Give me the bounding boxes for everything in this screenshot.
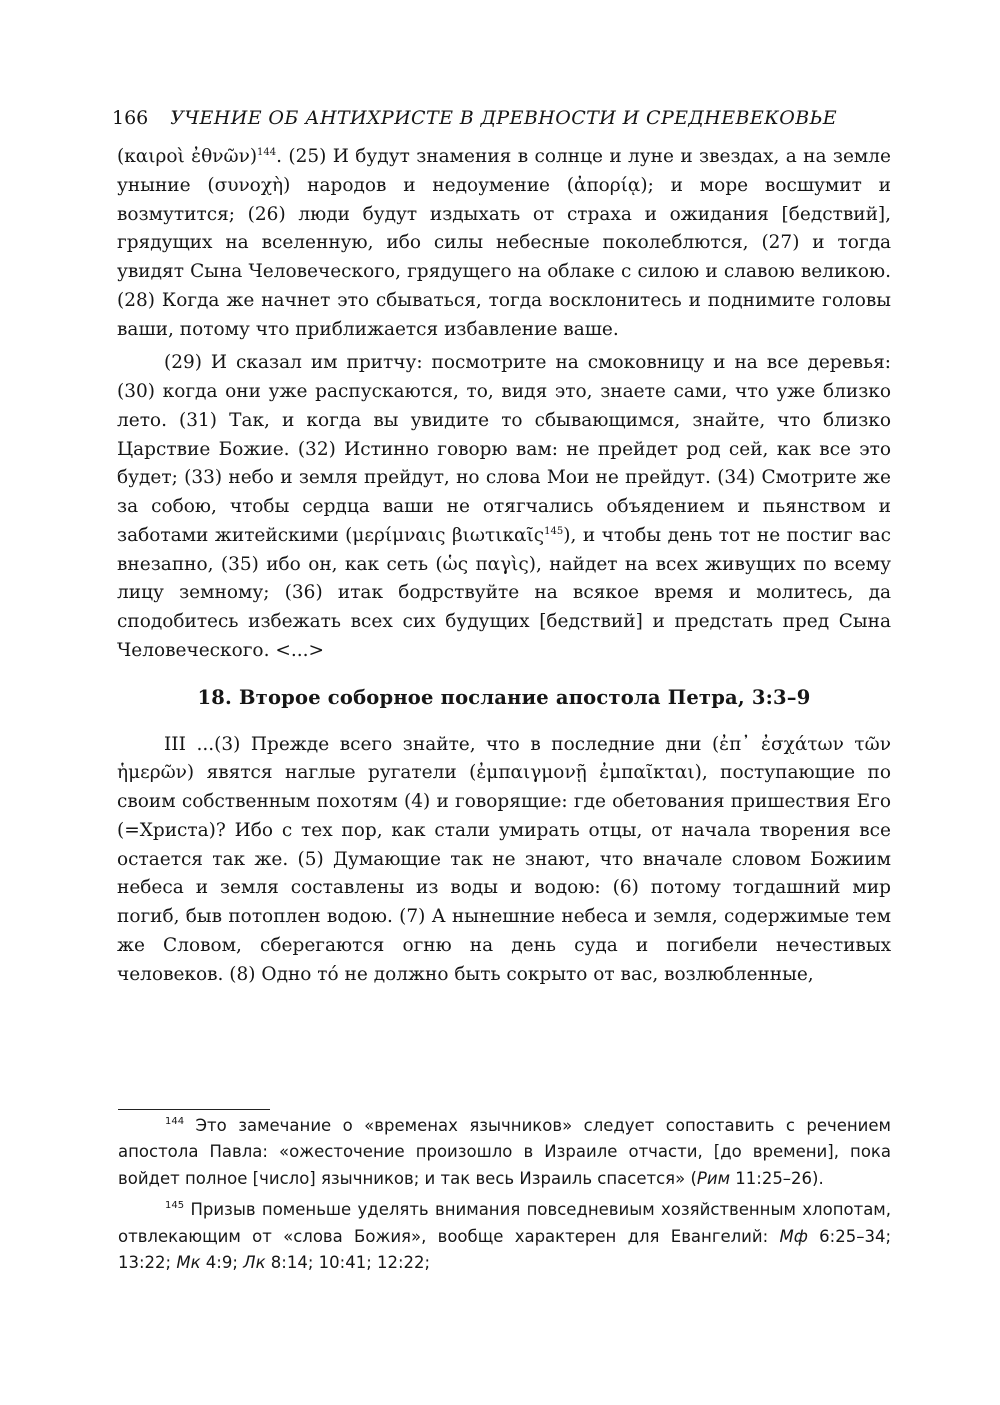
paragraph-continued <box>117 143 891 344</box>
footnote-number: 145 <box>165 1200 185 1212</box>
running-title: УЧЕНИЕ ОБ АНТИХРИСТЕ В ДРЕВНОСТИ И СРЕДНЕВЕКОВЬЕ <box>170 107 838 129</box>
footnote-text: 6:25–34; 13:22; <box>118 1226 891 1273</box>
paragraph-text: ), и чтобы день тот не постиг вас внезапно, (35) ибо он, как сеть (ὡς παγὶς), найдет на всех живущих по всему лицу земному; (36) итак бодрствуйте на всякое время и молитесь, да сподобитесь избежать всех сих будущих [бедствий] и предстать пред Сына Человеческого. <...> <box>117 524 891 661</box>
footnote-ref-144[interactable]: 144 <box>257 147 277 158</box>
footnote-text: 8:14; 10:41; 12:22; <box>265 1253 431 1273</box>
bible-ref: Мк <box>176 1253 201 1273</box>
footnote-separator <box>118 1109 270 1110</box>
footnote-144 <box>118 1113 891 1192</box>
running-header <box>112 103 892 133</box>
bible-ref: Лк <box>243 1253 266 1273</box>
bible-ref: Рим <box>696 1168 731 1188</box>
paragraph <box>117 349 891 665</box>
footnote-145 <box>118 1197 891 1276</box>
paragraph-text: . (25) И будут знамения в солнце и луне и звездах, а на земле уныние (συνοχὴ) народов и недоумение (ἀπορίᾳ); и море восшумит и возмутится; (26) люди будут издыхать от страха и ожидания [бедствий], грядущих на вселенную, ибо силы небесные поколеблются, (27) и тогда увидят Сына Человеческого, грядущего на облаке с силою и славою великою. (28) Когда же начнет это сбываться, тогда восклонитесь и поднимите головы ваши, потому что приближается избавление ваше. <box>117 146 891 340</box>
footnote-text: 11:25–26). <box>730 1168 824 1188</box>
footnote-text: 4:9; <box>200 1253 244 1273</box>
main-text <box>117 143 891 989</box>
paragraph: III ...(3) Прежде всего знайте, что в последние дни (ἐπ᾽ ἐσχάτων τῶν ἡμερῶν) явятся наглые ругатели (ἐμπαιγμονῇ ἐμπαῖκται), поступающие по своим собственным похотям (4) и говорящие: где обетования пришествия Его (=Христа)? Ибо с тех пор, как стали умирать отцы, от начала творения все остается так же. (5) Думающие так не знают, что вначале словом Божиим небеса и земля составлены из воды и водою: (6) потому тогдашний мир погиб, быв потоплен водою. (7) А нынешние небеса и земля, содержимые тем же Словом, сберегаются огню на день суда и погибели нечестивых человеков. (8) Одно тó не должно быть сокрыто от вас, возлюбленные, <box>117 733 891 985</box>
footnote-text: Это замечание о «временах язычников» следует сопоставить с речением апостола Павла: «ожесточение произошло в Израиле отчасти, [до времени], пока войдет полное [число] язычников; и так весь Израиль спасется» ( <box>118 1116 891 1188</box>
section-heading: 18. Второе соборное послание апостола Петра, 3:3–9 <box>197 685 811 709</box>
footnotes <box>118 1113 891 1276</box>
footnote-text: Призыв поменьше уделять внимания повседневиым хозяйственным хлопотам, отвлекающим от «слова Божия», вообще характерен для Евангелий: <box>118 1200 891 1246</box>
greek-phrase: (καιροὶ ἐθνῶν) <box>117 146 258 167</box>
footnote-ref-145[interactable]: 145 <box>544 525 564 537</box>
paragraph-text: (29) И сказал им притчу: посмотрите на смоковницу и на все деревья: (30) когда они уже распускаются, то, видя это, знаете сами, что уже близко лето. (31) Так, и когда вы увидите то сбывающимся, знайте, что близко Царствие Божие. (32) Истинно говорю вам: не прейдет род сей, как все это будет; (33) небо и земля прейдут, но слова Мои не прейдут. (34) Смотрите же за собою, чтобы сердца ваши не отягчались объядением и пьянством и заботами житейскими (μερίμναις βιωτικαῖς <box>117 352 891 546</box>
page-number: 166 <box>112 107 149 129</box>
bible-ref: Мф <box>779 1226 808 1246</box>
footnote-number: 144 <box>165 1116 185 1127</box>
